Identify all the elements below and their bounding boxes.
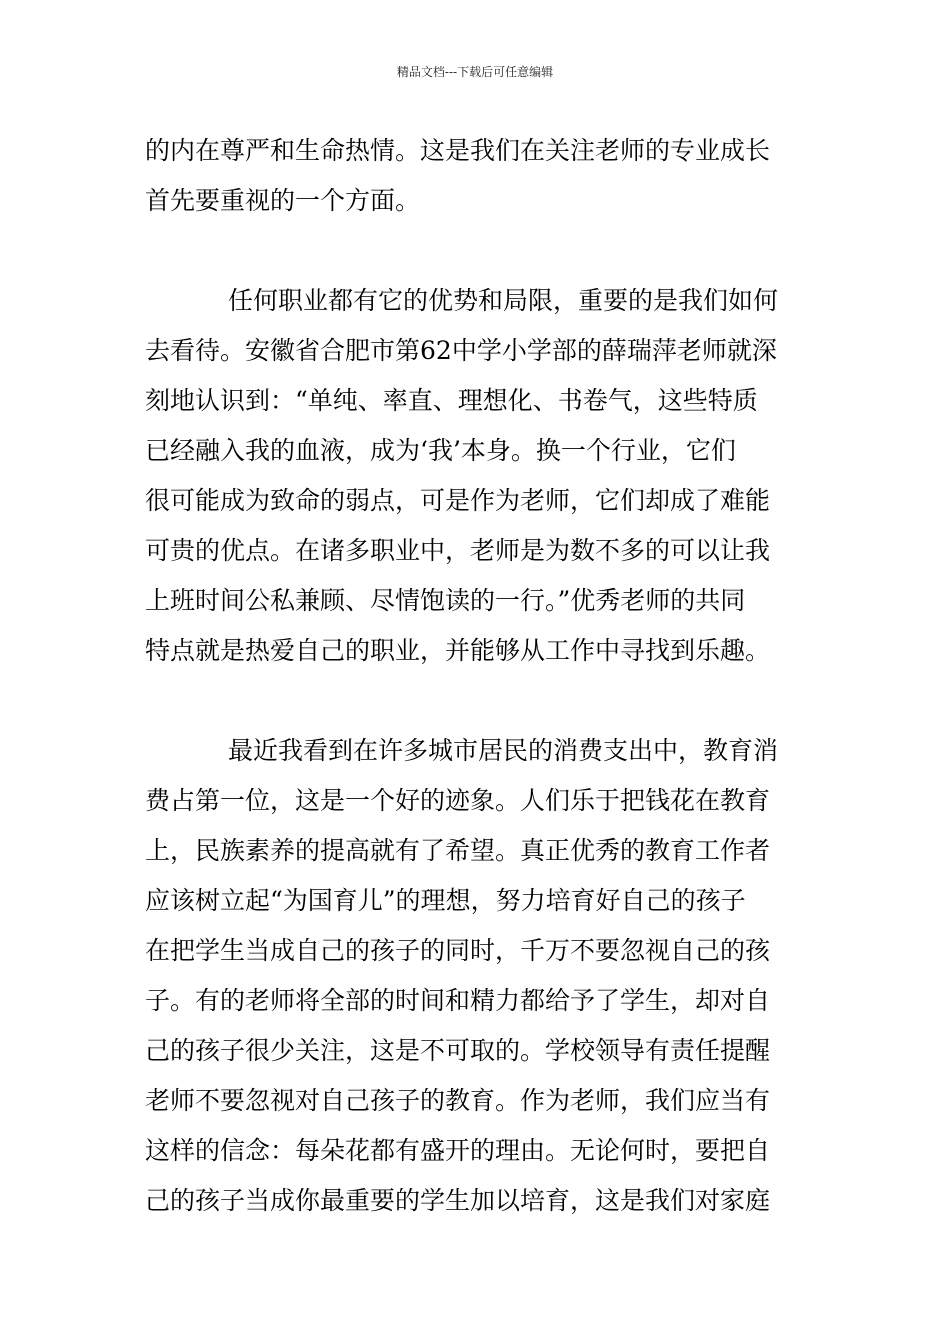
text-line: 的内在尊严和生命热情。这是我们在关注老师的专业成长 <box>145 136 771 165</box>
text-line: 子。有的老师将全部的时间和精力都给予了学生，却对自 <box>145 986 771 1015</box>
text-line: 己的孩子当成你最重要的学生加以培育，这是我们对家庭 <box>145 1186 771 1215</box>
text-line: 任何职业都有它的优势和局限，重要的是我们如何 <box>228 286 779 315</box>
text-line: 特点就是热爱自己的职业，并能够从工作中寻找到乐趣。 <box>145 636 771 665</box>
text-line: 很可能成为致命的弱点，可是作为老师，它们却成了难能 <box>145 486 771 515</box>
text-line: 已经融入我的血液，成为‘我’本身。换一个行业，它们 <box>145 436 736 465</box>
text-line: 可贵的优点。在诸多职业中，老师是为数不多的可以让我 <box>145 536 771 565</box>
text-line: 刻地认识到：“单纯、率直、理想化、书卷气，这些特质 <box>145 386 758 415</box>
text-line: 首先要重视的一个方面。 <box>145 186 421 215</box>
text-line: 在把学生当成自己的孩子的同时，千万不要忽视自己的孩 <box>145 936 771 965</box>
paragraph-2 <box>145 276 810 676</box>
text-line: 己的孩子很少关注，这是不可取的。学校领导有责任提醒 <box>145 1036 771 1065</box>
text-line: 上班时间公私兼顾、尽情饱读的一行。”优秀老师的共同 <box>145 586 746 615</box>
text-line: 应该树立起“为国育儿”的理想，努力培育好自己的孩子 <box>145 886 746 915</box>
paragraph-gap <box>145 226 810 276</box>
text-line: 老师不要忽视对自己孩子的教育。作为老师，我们应当有 <box>145 1086 771 1115</box>
paragraph-gap <box>145 676 810 726</box>
text-line: 最近我看到在许多城市居民的消费支出中，教育消 <box>228 736 779 765</box>
text-line: 上，民族素养的提高就有了希望。真正优秀的教育工作者 <box>145 836 771 865</box>
paragraph-3 <box>145 726 810 1226</box>
text-line: 这样的信念：每朵花都有盛开的理由。无论何时，要把自 <box>145 1136 771 1165</box>
text-line: 费占第一位，这是一个好的迹象。人们乐于把钱花在教育 <box>145 786 771 815</box>
page-header: 精品文档---下载后可任意编辑 <box>396 65 554 79</box>
text-line: 去看待。安徽省合肥市第62中学小学部的薛瑞萍老师就深 <box>145 336 777 365</box>
paragraph-1 <box>145 126 810 226</box>
document-body <box>145 126 810 1226</box>
